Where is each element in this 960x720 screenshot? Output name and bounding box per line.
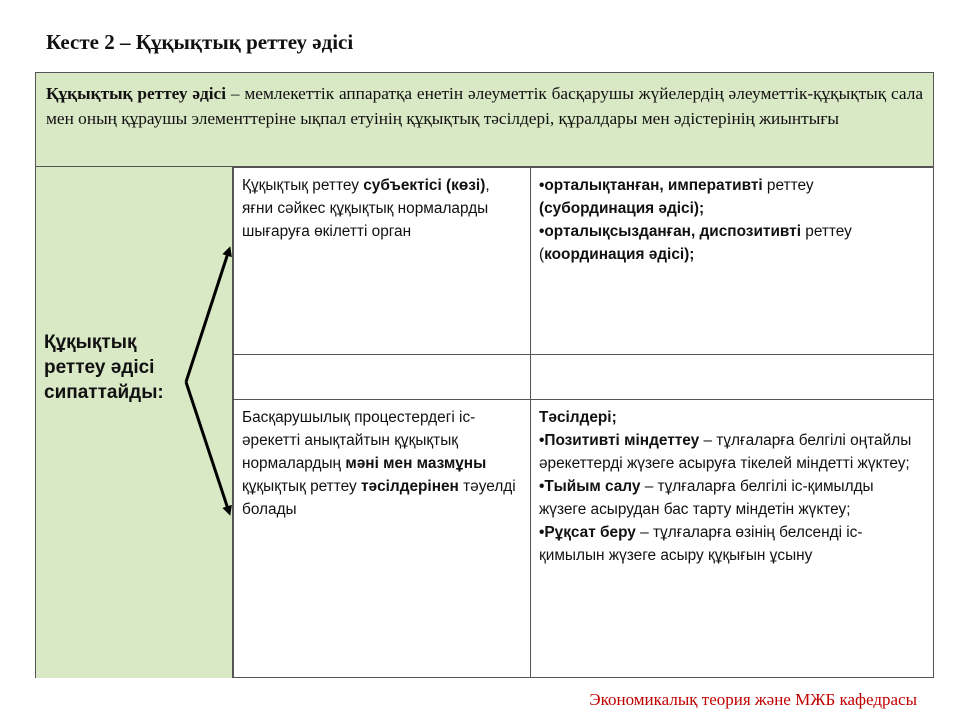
content-bold-1: мәні мен мазмұны	[345, 455, 487, 472]
left-label-line-2: реттеу әдісі	[44, 357, 155, 378]
prohibition-text: – тұлғаларға белгілі іс-қимылды жүзеге асырудан бас тарту міндетін жүктеу;	[539, 478, 874, 518]
centralized-label: •орталықтанған, императивті	[539, 177, 763, 194]
table-title: Кесте 2 – Құқықтық реттеу әдісі	[46, 30, 354, 54]
permission-text: – тұлғаларға өзінің белсенді іс-қимылын жүзеге асыру құқығын ұсыну	[539, 524, 863, 564]
decentralized-label: •орталықсызданған, диспозитивті	[539, 223, 801, 240]
subordination-label: (субординация әдісі);	[539, 200, 705, 217]
positive-obligation-text: – тұлғаларға белгілі оңтайлы әрекеттерді жүзеге асыруға тікелей міндетті жүктеу;	[539, 432, 912, 472]
left-label-line-1: Құқықтық	[44, 332, 137, 353]
subject-bold: субъектісі (көзі)	[363, 177, 486, 194]
subject-text-1: Құқықтық реттеу	[242, 177, 364, 194]
content-text-1: Басқарушылық процестердегі іс-әрекетті анықтайтын құқықтық нормалардың	[242, 409, 476, 472]
decentralized-text: реттеу (	[539, 223, 852, 263]
department-footer: Экономикалық теория және МЖБ кафедрасы	[589, 690, 917, 709]
prohibition-label: •Тыйым салу	[539, 478, 641, 495]
arrow-up	[186, 250, 229, 382]
definition-text: – мемлекеттік аппаратқа енетін әлеуметтік басқарушы жүйелердің әлеуметтік-құқықтық сала мен оның құраушы элементтеріне ықпал етуінің құқықтық тәсілдері, құралдары мен әдістерінің жиынтығы	[46, 84, 923, 128]
methods-heading: Тәсілдері;	[539, 409, 617, 426]
content-text-2: құқықтық реттеу	[242, 478, 361, 495]
arrow-down	[186, 382, 229, 512]
permission-label: •Рұқсат беру	[539, 524, 636, 541]
content-text-3: тәуелді болады	[242, 478, 516, 518]
definition-term: Құқықтық реттеу әдісі	[46, 84, 227, 103]
left-label-line-3: сипаттайды:	[44, 382, 164, 403]
positive-obligation-label: •Позитивті міндеттеу	[539, 432, 700, 449]
coordination-label: координация әдісі);	[544, 246, 695, 263]
subject-text-2: , яғни сәйкес құқықтық нормаларды шығаруға өкілетті орган	[242, 177, 490, 240]
content-bold-2: тәсілдерінен	[360, 478, 459, 495]
centralized-text: реттеу	[762, 177, 814, 194]
